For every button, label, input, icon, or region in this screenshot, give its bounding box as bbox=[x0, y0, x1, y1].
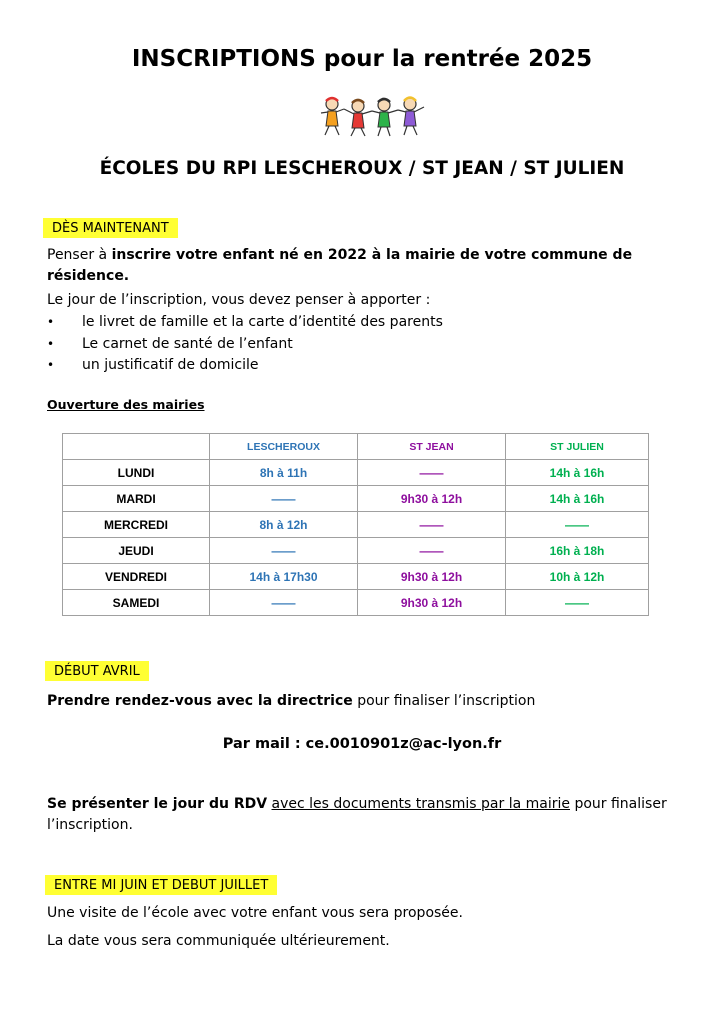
table-header-row bbox=[63, 434, 649, 460]
st-jean-cell: 9h30 à 12h bbox=[358, 590, 506, 616]
children-dancing-icon bbox=[318, 95, 430, 137]
date-line: La date vous sera communiquée ultérieurement. bbox=[47, 933, 390, 949]
documents-intro: Le jour de l’inscription, vous devez penser à apporter : bbox=[47, 292, 431, 308]
rdv-rest: pour finaliser l’inscription bbox=[352, 693, 536, 709]
contact-email: Par mail : ce.0010901z@ac-lyon.fr bbox=[222, 736, 502, 752]
present-underline: avec les documents transmis par la mairie bbox=[271, 796, 570, 812]
schools-subtitle: ÉCOLES DU RPI LESCHEROUX / ST JEAN / ST JULIEN bbox=[99, 158, 625, 179]
visit-line: Une visite de l’école avec votre enfant vous sera proposée. bbox=[47, 905, 463, 921]
documents-list bbox=[47, 312, 443, 377]
rdv-bold: Prendre rendez-vous avec la directrice bbox=[47, 693, 353, 709]
header-lescheroux: LESCHEROUX bbox=[210, 434, 358, 460]
header-st-julien: ST JULIEN bbox=[506, 434, 649, 460]
day-cell: JEUDI bbox=[63, 538, 210, 564]
enroll-bold: inscrire votre enfant né en 2022 à la mairie de votre commune de résidence. bbox=[47, 247, 633, 284]
list-item: • Le carnet de santé de l’enfant bbox=[47, 334, 443, 356]
table-row bbox=[63, 564, 649, 590]
day-cell: MARDI bbox=[63, 486, 210, 512]
table-row bbox=[63, 512, 649, 538]
lescheroux-cell: —— bbox=[210, 486, 358, 512]
lescheroux-cell: 8h à 11h bbox=[210, 460, 358, 486]
list-item: • le livret de famille et la carte d’identité des parents bbox=[47, 312, 443, 334]
st-jean-cell: —— bbox=[358, 512, 506, 538]
lescheroux-cell: 14h à 17h30 bbox=[210, 564, 358, 590]
st-julien-cell: 14h à 16h bbox=[506, 460, 649, 486]
page-title: INSCRIPTIONS pour la rentrée 2025 bbox=[131, 46, 593, 72]
present-paragraph bbox=[47, 794, 673, 836]
table-row bbox=[63, 486, 649, 512]
hours-table bbox=[62, 433, 649, 616]
enroll-prefix: Penser à bbox=[47, 247, 112, 263]
st-julien-cell: —— bbox=[506, 590, 649, 616]
st-jean-cell: —— bbox=[358, 538, 506, 564]
st-jean-cell: 9h30 à 12h bbox=[358, 486, 506, 512]
tag-juin-juillet: ENTRE MI JUIN ET DEBUT JUILLET bbox=[45, 875, 277, 895]
rdv-paragraph bbox=[47, 691, 673, 712]
header-st-jean: ST JEAN bbox=[358, 434, 506, 460]
list-item: • un justificatif de domicile bbox=[47, 355, 443, 377]
header-empty bbox=[63, 434, 210, 460]
lescheroux-cell: 8h à 12h bbox=[210, 512, 358, 538]
lescheroux-cell: —— bbox=[210, 538, 358, 564]
st-julien-cell: 14h à 16h bbox=[506, 486, 649, 512]
day-cell: MERCREDI bbox=[63, 512, 210, 538]
st-jean-cell: 9h30 à 12h bbox=[358, 564, 506, 590]
enroll-paragraph bbox=[47, 245, 673, 287]
day-cell: SAMEDI bbox=[63, 590, 210, 616]
tag-des-maintenant: DÈS MAINTENANT bbox=[43, 218, 178, 238]
st-julien-cell: —— bbox=[506, 512, 649, 538]
lescheroux-cell: —— bbox=[210, 590, 358, 616]
table-row bbox=[63, 538, 649, 564]
st-julien-cell: 16h à 18h bbox=[506, 538, 649, 564]
tag-debut-avril: DÉBUT AVRIL bbox=[45, 661, 149, 681]
table-row bbox=[63, 590, 649, 616]
day-cell: VENDREDI bbox=[63, 564, 210, 590]
present-bold: Se présenter le jour du RDV bbox=[47, 796, 268, 812]
day-cell: LUNDI bbox=[63, 460, 210, 486]
present-rest: pour finaliser l’inscription. bbox=[47, 796, 667, 833]
table-row bbox=[63, 460, 649, 486]
hours-title: Ouverture des mairies bbox=[47, 397, 205, 412]
st-jean-cell: —— bbox=[358, 460, 506, 486]
st-julien-cell: 10h à 12h bbox=[506, 564, 649, 590]
